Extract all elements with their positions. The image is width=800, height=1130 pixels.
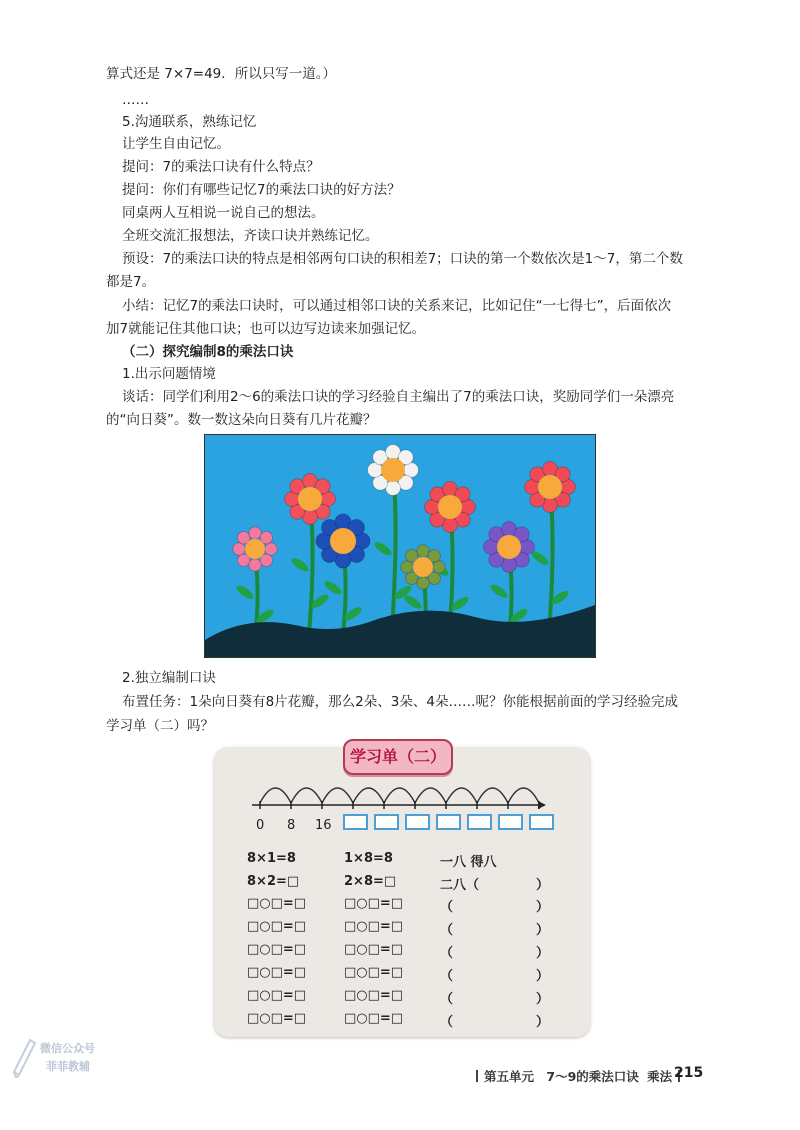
petal <box>401 561 413 573</box>
col3-item: （ <box>440 946 454 961</box>
col4-item: ） <box>536 992 550 1007</box>
answer-box[interactable] <box>436 814 461 830</box>
number-line-label-16: 16 <box>315 818 332 833</box>
jump-arc <box>477 788 508 803</box>
flower-2 <box>285 474 336 525</box>
col2-item: □○□=□ <box>344 988 404 1003</box>
flower-center <box>497 535 521 559</box>
text-line-preset-b: 都是7。 <box>106 274 156 290</box>
jump-arc <box>322 788 353 803</box>
col2-item: □○□=□ <box>344 919 404 934</box>
jump-arc <box>446 788 477 803</box>
jump-arc <box>508 788 539 803</box>
col3-item: 二八（ <box>440 878 480 893</box>
col3-item: 一八 得八 <box>440 855 497 870</box>
section-heading-1: 1.出示问题情境 <box>122 366 216 382</box>
text-line-question-1: 提问：7的乘法口诀有什么特点？ <box>122 159 320 175</box>
col4-item: ） <box>536 1015 550 1030</box>
text-line-1: 算式还是 7×7=49．所以只写一道。） <box>106 66 337 82</box>
flower-8 <box>525 462 576 513</box>
col4-item: ） <box>536 923 550 938</box>
col1-item: □○□=□ <box>247 896 307 911</box>
flower-3 <box>316 514 370 568</box>
col2-item: 2×8=□ <box>344 874 397 889</box>
watermark-line-1: 微信公众号 <box>40 1042 95 1055</box>
flower-center <box>381 458 405 482</box>
text-line-preset-a: 预设：7的乘法口诀的特点是相邻两句口诀的积相差7；口诀的第一个数依次是1～7，第二个数 <box>122 251 683 267</box>
petal <box>249 527 261 539</box>
number-line-label-0: 0 <box>256 818 265 833</box>
text-line-free-memory: 让学生自由记忆。 <box>122 136 230 152</box>
page-footer <box>470 1067 686 1085</box>
petal <box>417 577 429 589</box>
jump-arc <box>415 788 446 803</box>
text-line-summary-b: 加7就能记住其他口诀；也可以边写边读来加强记忆。 <box>106 321 426 337</box>
col2-item: 1×8=8 <box>344 851 393 866</box>
sunflower-illustration <box>204 434 596 658</box>
text-line-task-b: 学习单（二）吗？ <box>106 718 214 734</box>
jump-arc <box>384 788 415 803</box>
text-line-summary-a: 小结：记忆7的乘法口诀时，可以通过相邻口诀的关系来记，比如记住“一七得七”，后面依次 <box>122 298 672 314</box>
answer-box[interactable] <box>405 814 430 830</box>
flower-center <box>413 557 433 577</box>
flower-center <box>298 487 322 511</box>
col1-item: □○□=□ <box>247 1011 307 1026</box>
answer-box[interactable] <box>529 814 554 830</box>
col1-item: □○□=□ <box>247 965 307 980</box>
flower-center <box>245 539 265 559</box>
col3-item: （ <box>440 1015 454 1030</box>
flower-center <box>438 495 462 519</box>
petal <box>249 559 261 571</box>
col3-item: （ <box>440 969 454 984</box>
flower-center <box>330 528 356 554</box>
col2-item: □○□=□ <box>344 965 404 980</box>
jump-arc <box>260 788 291 803</box>
section-heading-5: 5.沟通联系，熟练记忆 <box>122 114 257 130</box>
col2-item: □○□=□ <box>344 896 404 911</box>
col1-item: □○□=□ <box>247 988 307 1003</box>
col1-item: □○□=□ <box>247 919 307 934</box>
col4-item: ） <box>536 900 550 915</box>
petal <box>417 545 429 557</box>
text-line-task-a: 布置任务：1朵向日葵有8片花瓣，那么2朵、3朵、4朵……呢？你能根据前面的学习经验完成 <box>122 694 678 710</box>
petal <box>233 543 245 555</box>
answer-box[interactable] <box>374 814 399 830</box>
footer-chapter: 7～9的乘法口诀 <box>546 1069 639 1084</box>
answer-box[interactable] <box>498 814 523 830</box>
flower-4 <box>368 445 419 496</box>
flower-5 <box>401 545 445 589</box>
col1-item: 8×2=□ <box>247 874 300 889</box>
worksheet-card <box>214 747 590 1037</box>
flower-center <box>538 475 562 499</box>
footer-topic: 乘法 <box>647 1069 673 1084</box>
flower-6 <box>425 482 476 533</box>
col4-item: ） <box>536 946 550 961</box>
jump-arc <box>353 788 384 803</box>
col3-item: （ <box>440 900 454 915</box>
col3-item: （ <box>440 992 454 1007</box>
pen-icon <box>8 1032 38 1078</box>
col2-item: □○□=□ <box>344 942 404 957</box>
text-line-talk-b: 的“向日葵”。数一数这朵向日葵有几片花瓣？ <box>106 412 377 428</box>
text-line-class-share: 全班交流汇报想法，齐读口诀并熟练记忆。 <box>122 228 379 244</box>
col1-item: □○□=□ <box>247 942 307 957</box>
col1-item: 8×1=8 <box>247 851 296 866</box>
col2-item: □○□=□ <box>344 1011 404 1026</box>
flower-7 <box>484 522 535 573</box>
petal <box>433 561 445 573</box>
text-line-question-2: 提问：你们有哪些记忆7的乘法口诀的好方法？ <box>122 182 401 198</box>
text-line-pair-talk: 同桌两人互相说一说自己的想法。 <box>122 205 325 221</box>
worksheet-title: 学习单（二） <box>343 739 453 775</box>
number-line-label-8: 8 <box>287 818 296 833</box>
answer-box[interactable] <box>343 814 368 830</box>
text-line-ellipsis: …… <box>122 92 149 108</box>
petal <box>265 543 277 555</box>
col4-item: ） <box>536 969 550 984</box>
answer-box[interactable] <box>467 814 492 830</box>
jump-arc <box>291 788 322 803</box>
page-number: 215 <box>674 1065 704 1081</box>
col4-item: ） <box>536 878 550 893</box>
watermark-line-2: 菲菲教辅 <box>46 1060 90 1073</box>
flower-1 <box>233 527 277 571</box>
section-heading-part-2: （二）探究编制8的乘法口诀 <box>122 344 294 360</box>
watermark <box>8 1032 118 1082</box>
col3-item: （ <box>440 923 454 938</box>
footer-unit: 第五单元 <box>484 1069 535 1084</box>
section-heading-2: 2.独立编制口诀 <box>122 670 216 686</box>
text-line-talk-a: 谈话：同学们利用2～6的乘法口诀的学习经验自主编出了7的乘法口诀，奖励同学们一朵漂亮 <box>122 389 675 405</box>
